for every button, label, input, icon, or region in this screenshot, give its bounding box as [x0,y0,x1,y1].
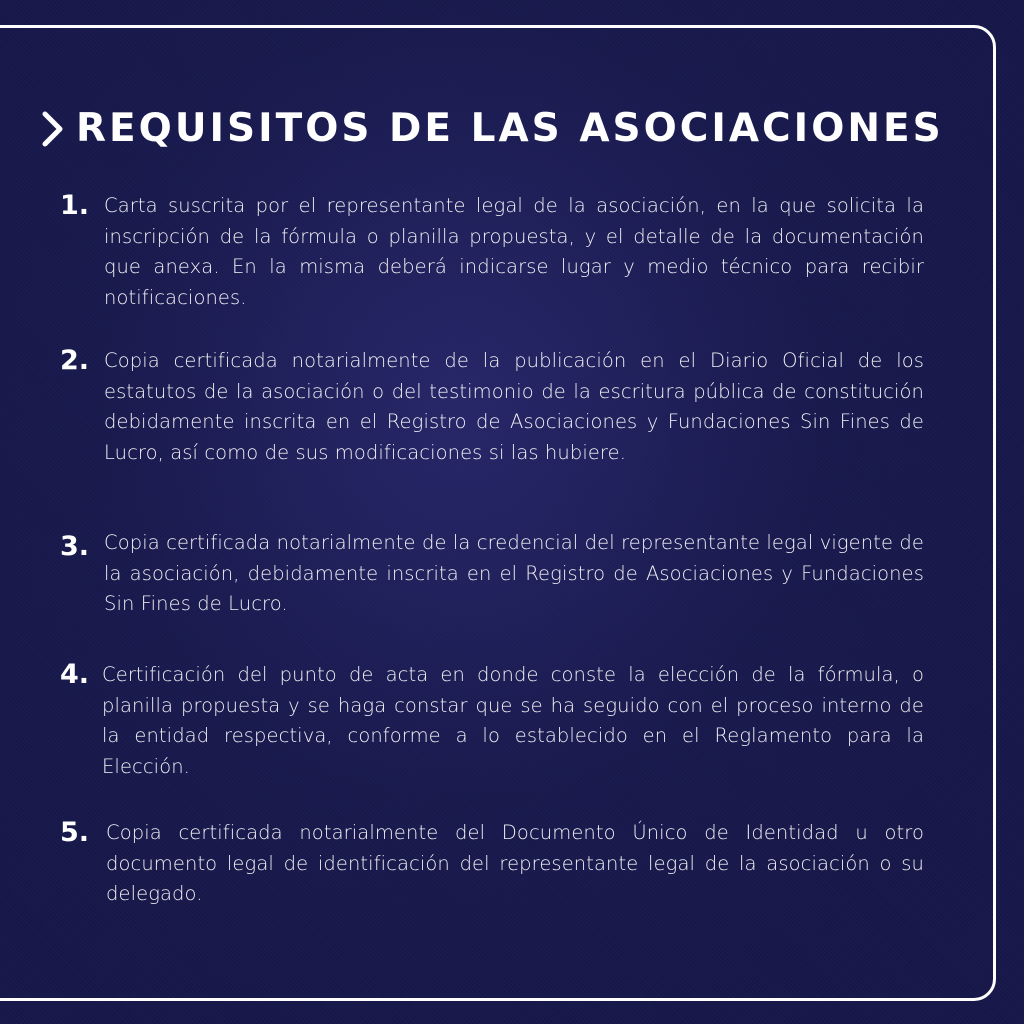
requirement-item-2 [60,346,924,468]
requirement-text: Carta suscrita por el representante legal de la asociación, en la que solicita la inscripción de la fórmula o planilla propuesta, y el detalle de la documentación que anexa. En la misma deberá indicarse lugar y medio técnico para recibir notificaciones. [104,194,924,309]
requirement-number: 3. [60,531,90,562]
requirement-item-3 [60,528,924,620]
requirement-text: Copia certificada notarialmente de la credencial del representante legal vigente de la asociación, debidamente inscrita en el Registro de Asociaciones y Fundaciones Sin Fines de Lucro. [104,531,924,615]
chevron-right-icon [40,109,66,149]
requirement-text: Copia certificada notarialmente del Documento Único de Identidad u otro documento legal de identificación del representante legal de la asociación o su delegado. [106,821,924,905]
page-title: REQUISITOS DE LAS ASOCIACIONES [76,106,944,151]
requirement-text: Copia certificada notarialmente de la publicación en el Diario Oficial de los estatutos de la asociación o del testimonio de la escritura pública de constitución debidamente inscrita en el Registro de Asociaciones y Fundaciones Sin Fines de Lucro, así como de sus modificaciones si las hubiere. [104,349,924,464]
requirement-number: 1. [60,190,90,221]
requirement-item-4 [60,660,924,782]
requirement-number: 5. [60,817,90,848]
title-row [40,104,944,154]
requirement-text: Certificación del punto de acta en donde conste la elección de la fórmula, o planilla propuesta y se haga constar que se ha seguido con el proceso interno de la entidad respectiva, conforme a lo establecido en el Reglamento para la Elección. [102,663,924,778]
requirement-number: 4. [60,659,90,690]
requirement-item-5 [60,818,924,910]
requirement-number: 2. [60,345,90,376]
requirement-item-1 [60,191,924,313]
